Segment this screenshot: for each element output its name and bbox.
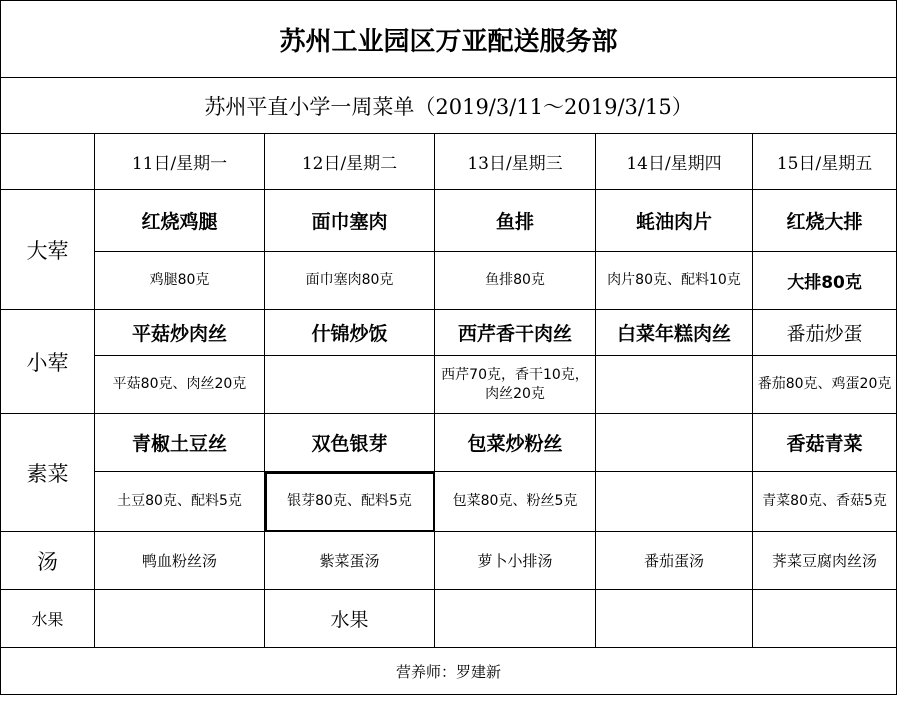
- category-side[interactable]: 小荤: [1, 310, 95, 414]
- menu-subtitle: 苏州平直小学一周菜单（2019/3/11～2019/3/15）: [1, 78, 897, 134]
- side-detail-cell[interactable]: [265, 356, 435, 414]
- veg-dish-cell[interactable]: [596, 414, 753, 472]
- fruit-cell[interactable]: [435, 590, 596, 648]
- main-detail-cell[interactable]: 面巾塞肉80克: [265, 252, 435, 310]
- veg-dish-cell[interactable]: 香菇青菜: [753, 414, 897, 472]
- main-detail-cell[interactable]: 鸡腿80克: [95, 252, 265, 310]
- side-detail-cell[interactable]: 西芹70克，香干10克，肉丝20克: [435, 356, 596, 414]
- veg-detail-cell[interactable]: 包菜80克、粉丝5克: [435, 472, 596, 532]
- veg-dish-cell[interactable]: 青椒土豆丝: [95, 414, 265, 472]
- veg-detail-cell[interactable]: 青菜80克、香菇5克: [753, 472, 897, 532]
- veg-detail-cell[interactable]: 土豆80克、配料5克: [95, 472, 265, 532]
- day-header[interactable]: 15日/星期五: [753, 134, 897, 190]
- side-dish-cell[interactable]: 什锦炒饭: [265, 310, 435, 356]
- main-dish-cell[interactable]: 红烧鸡腿: [95, 190, 265, 252]
- side-dish-cell[interactable]: 平菇炒肉丝: [95, 310, 265, 356]
- fruit-cell[interactable]: [95, 590, 265, 648]
- side-dish-cell[interactable]: 白菜年糕肉丝: [596, 310, 753, 356]
- main-dish-cell[interactable]: 鱼排: [435, 190, 596, 252]
- fruit-cell[interactable]: [596, 590, 753, 648]
- company-title: 苏州工业园区万亚配送服务部: [1, 1, 897, 78]
- veg-dish-cell[interactable]: 双色银芽: [265, 414, 435, 472]
- soup-cell[interactable]: 紫菜蛋汤: [265, 532, 435, 590]
- day-header[interactable]: 13日/星期三: [435, 134, 596, 190]
- fruit-cell[interactable]: 水果: [265, 590, 435, 648]
- day-header[interactable]: 14日/星期四: [596, 134, 753, 190]
- main-dish-cell[interactable]: 蚝油肉片: [596, 190, 753, 252]
- soup-cell[interactable]: 鸭血粉丝汤: [95, 532, 265, 590]
- main-detail-cell[interactable]: 鱼排80克: [435, 252, 596, 310]
- side-detail-cell[interactable]: 平菇80克、肉丝20克: [95, 356, 265, 414]
- veg-dish-cell[interactable]: 包菜炒粉丝: [435, 414, 596, 472]
- day-header[interactable]: 11日/星期一: [95, 134, 265, 190]
- fruit-cell[interactable]: [753, 590, 897, 648]
- soup-cell[interactable]: 萝卜小排汤: [435, 532, 596, 590]
- nutritionist-footer: 营养师：罗建新: [1, 648, 897, 695]
- side-detail-cell[interactable]: 番茄80克、鸡蛋20克: [753, 356, 897, 414]
- veg-detail-cell-selected[interactable]: 银芽80克、配料5克: [265, 472, 435, 532]
- side-dish-cell[interactable]: 番茄炒蛋: [753, 310, 897, 356]
- category-soup[interactable]: 汤: [1, 532, 95, 590]
- soup-cell[interactable]: 番茄蛋汤: [596, 532, 753, 590]
- day-header[interactable]: 12日/星期二: [265, 134, 435, 190]
- side-detail-cell[interactable]: [596, 356, 753, 414]
- main-detail-cell[interactable]: 大排80克: [753, 252, 897, 310]
- main-dish-cell[interactable]: 面巾塞肉: [265, 190, 435, 252]
- main-detail-cell[interactable]: 肉片80克、配料10克: [596, 252, 753, 310]
- veg-detail-cell[interactable]: [596, 472, 753, 532]
- category-veg[interactable]: 素菜: [1, 414, 95, 532]
- corner-cell[interactable]: [1, 134, 95, 190]
- soup-cell[interactable]: 荠菜豆腐肉丝汤: [753, 532, 897, 590]
- side-dish-cell[interactable]: 西芹香干肉丝: [435, 310, 596, 356]
- category-fruit[interactable]: 水果: [1, 590, 95, 648]
- category-main[interactable]: 大荤: [1, 190, 95, 310]
- main-dish-cell[interactable]: 红烧大排: [753, 190, 897, 252]
